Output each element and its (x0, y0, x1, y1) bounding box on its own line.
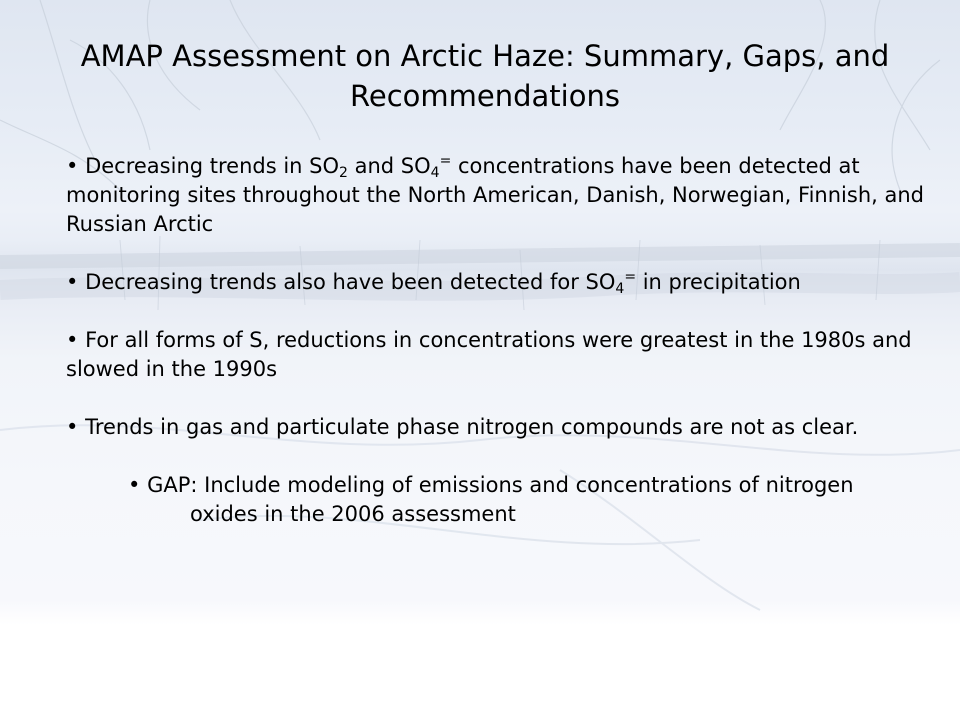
subscript: 4 (430, 165, 440, 181)
subscript: 2 (339, 165, 348, 181)
bullet-text-part: concentrations have been detected at monitoring sites throughout the North American, Danish, Norwegian, Finnish, and Russian Arctic (66, 154, 924, 236)
bullet-so2-so4-trends (66, 152, 946, 239)
slide-body (66, 152, 946, 529)
bullet-nitrogen-trends (66, 413, 946, 442)
bullet-text-part: and SO (347, 154, 431, 178)
slide-title: AMAP Assessment on Arctic Haze: Summary, Gaps, and Recommendations (80, 39, 890, 113)
bullet-marker: • (66, 415, 79, 439)
subscript: 4 (615, 281, 625, 297)
bullet-text: Trends in gas and particulate phase nitrogen compounds are not as clear. (85, 415, 859, 439)
superscript: = (624, 269, 637, 285)
bullet-sulfur-reductions (66, 326, 946, 384)
bullet-text: For all forms of S, reductions in concentrations were greatest in the 1980s and slowed in the 1990s (66, 328, 912, 381)
bullet-text-part: in precipitation (636, 270, 801, 294)
superscript: = (439, 153, 452, 169)
bullet-marker: • (128, 473, 141, 497)
bullet-text: GAP: Include modeling of emissions and concentrations of nitrogen oxides in the 2006 assessment (147, 473, 854, 526)
bullet-marker: • (66, 270, 79, 294)
bullet-text-part: Decreasing trends also have been detected for SO (85, 270, 616, 294)
bullet-text-part: Decreasing trends in SO (85, 154, 340, 178)
bullet-so4-precipitation (66, 268, 946, 297)
bullet-marker: • (66, 154, 79, 178)
sub-bullet-gap (128, 471, 890, 529)
bullet-marker: • (66, 328, 79, 352)
